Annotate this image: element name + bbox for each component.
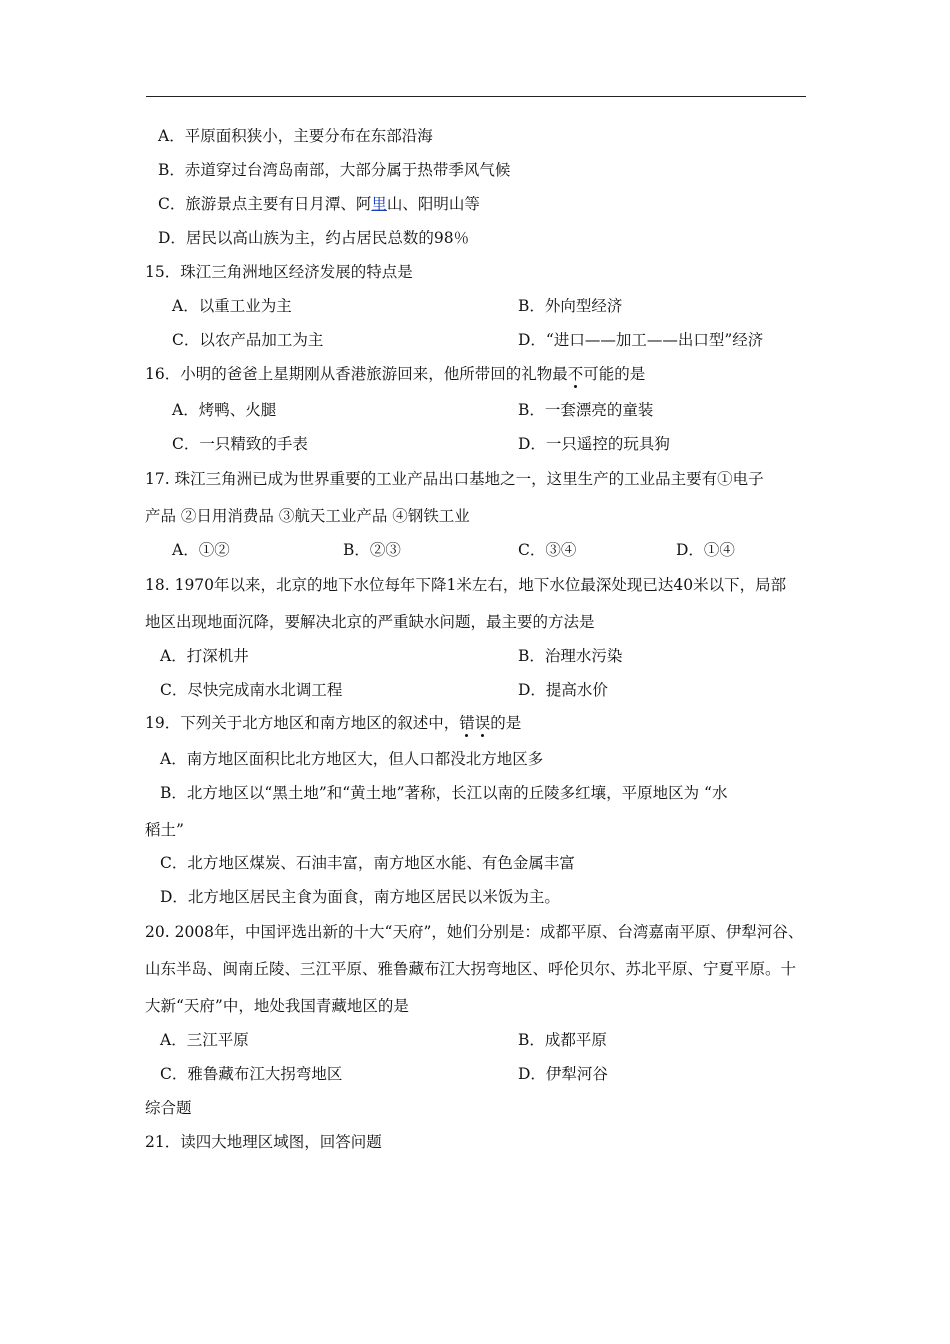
q17-stem-line1: 17. 珠江三角洲已成为世界重要的工业产品出口基地之一，这里生产的工业品主要有①电子: [145, 470, 764, 488]
q18-stem-line1: 18. 1970年以来，北京的地下水位每年下降1米左右，地下水位最深处现已达40米以下，局部: [145, 576, 787, 594]
q20-stem-line1: 20. 2008年，中国评选出新的十大“天府”，她们分别是：成都平原、台湾嘉南平原、伊犁河谷、: [145, 923, 804, 941]
section-title: 综合题: [145, 1099, 192, 1117]
q15-option-b: B．外向型经济: [518, 297, 623, 315]
q20-stem-line2: 山东半岛、闽南丘陵、三江平原、雅鲁藏布江大拐弯地区、呼伦贝尔、苏北平原、宁夏平原。十: [145, 960, 797, 978]
q16-emphasis-word: 不: [567, 365, 584, 383]
q18-option-b: B．治理水污染: [518, 647, 623, 665]
q18-option-a: A．打深机井: [160, 647, 249, 665]
q18-stem-line2: 地区出现地面沉降，要解决北京的严重缺水问题，最主要的方法是: [145, 613, 595, 631]
q19-option-a: A．南方地区面积比北方地区大，但人口都没北方地区多: [160, 750, 544, 768]
q15-option-a: A．以重工业为主: [172, 297, 292, 315]
q19-stem: [145, 713, 521, 733]
q19-option-d: D．北方地区居民主食为面食，南方地区居民以米饭为主。: [160, 888, 560, 906]
q17-option-b: B．②③: [343, 541, 401, 559]
q16-stem-text-end: 可能的是: [583, 365, 646, 383]
q17-option-a: A．①②: [172, 541, 230, 559]
q16-option-d: D．一只遥控的玩具狗: [518, 435, 670, 453]
q14-option-c-text-end: 山、阳明山等: [386, 195, 480, 213]
q20-stem-line3: 大新“天府”中，地处我国青藏地区的是: [145, 997, 409, 1015]
q17-option-c: C．③④: [518, 541, 577, 559]
header-rule: [146, 96, 806, 97]
q21-stem: 21．读四大地理区域图，回答问题: [145, 1133, 382, 1151]
q17-stem-line2: 产品 ②日用消费品 ③航天工业产品 ④钢铁工业: [145, 507, 470, 525]
q14-option-c-link[interactable]: 里: [371, 195, 387, 213]
q15-option-d: D．“进口——加工——出口型”经济: [518, 331, 764, 349]
q19-stem-text-end: 的是: [490, 714, 522, 732]
q14-option-c-text: C．旅游景点主要有日月潭、阿: [158, 195, 372, 213]
q14-option-a: A．平原面积狭小，主要分布在东部沿海: [158, 127, 433, 145]
q19-option-b-line2: 稻土”: [145, 821, 184, 839]
q16-option-b: B．一套漂亮的童装: [518, 401, 654, 419]
q16-option-a: A．烤鸭、火腿: [172, 401, 277, 419]
q18-option-d: D．提高水价: [518, 681, 608, 699]
q14-option-b: B．赤道穿过台湾岛南部，大部分属于热带季风气候: [158, 161, 511, 179]
q19-option-c: C．北方地区煤炭、石油丰富，南方地区水能、有色金属丰富: [160, 854, 575, 872]
q16-option-c: C．一只精致的手表: [172, 435, 308, 453]
q15-option-c: C．以农产品加工为主: [172, 331, 324, 349]
q18-option-c: C．尽快完成南水北调工程: [160, 681, 343, 699]
q14-option-c: [158, 194, 480, 214]
q14-option-d: D．居民以高山族为主，约占居民总数的98％: [158, 229, 470, 247]
q20-option-a: A．三江平原: [160, 1031, 249, 1049]
q19-option-b-line1: B．北方地区以“黑土地”和“黄土地”著称，长江以南的丘陵多红壤，平原地区为 “水: [160, 784, 728, 802]
q19-emphasis-char-1: 错: [459, 714, 475, 732]
q19-stem-text: 19．下列关于北方地区和南方地区的叙述中，: [145, 714, 460, 732]
q15-stem: 15．珠江三角洲地区经济发展的特点是: [145, 263, 413, 281]
q20-option-b: B．成都平原: [518, 1031, 607, 1049]
q20-option-c: C．雅鲁藏布江大拐弯地区: [160, 1065, 343, 1083]
q16-stem: [145, 364, 645, 384]
q20-option-d: D．伊犁河谷: [518, 1065, 608, 1083]
q17-option-d: D．①④: [676, 541, 735, 559]
q16-stem-text: 16．小明的爸爸上星期刚从香港旅游回来，他所带回的礼物最: [145, 365, 568, 383]
q19-emphasis-char-2: 误: [474, 714, 491, 732]
